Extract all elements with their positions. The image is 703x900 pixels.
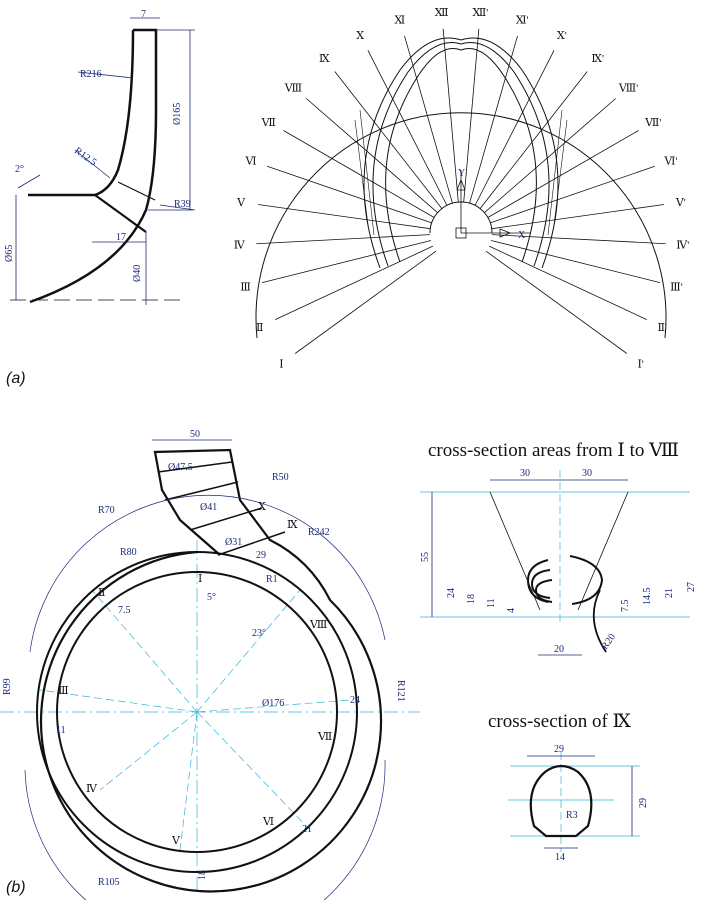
sector-ray — [267, 166, 432, 223]
sector-label-right: Ⅲ' — [670, 281, 683, 294]
sector-ray — [262, 240, 431, 282]
sector-ray — [295, 251, 436, 353]
dim-27-cs: 27 — [686, 582, 697, 592]
sector-label-right: Ⅺ' — [515, 14, 529, 27]
label-i-section: Ⅰ — [198, 573, 203, 585]
dim-11: 11 — [56, 725, 66, 736]
sector-label-right: Ⅱ' — [657, 321, 667, 334]
label-ii-section: Ⅱ — [98, 587, 106, 599]
sector-diagram — [234, 7, 689, 371]
sector-ray — [492, 204, 664, 228]
cross-section-ix — [488, 711, 649, 863]
sector-label-left: Ⅶ — [261, 117, 276, 129]
sector-ray — [480, 71, 587, 208]
label-v-section: Ⅴ — [172, 835, 180, 847]
dim-18: 18 — [197, 870, 208, 880]
panel-label-b: (b) — [6, 879, 26, 896]
sector-label-left: Ⅷ — [284, 82, 303, 95]
sector-ray — [258, 204, 430, 228]
cross-section-i-viii — [420, 440, 697, 655]
dim-24: 24 — [350, 695, 360, 706]
sector-label-left: Ⅹ — [356, 30, 365, 43]
dim-r50: R50 — [272, 472, 289, 483]
dim-17: 17 — [116, 232, 126, 243]
dim-d31: Ø31 — [225, 537, 243, 548]
dim-angle-2: 2° — [15, 164, 24, 175]
sector-label-left: Ⅴ — [237, 197, 246, 210]
volute-plan — [0, 429, 420, 900]
dim-r70: R70 — [98, 505, 115, 516]
sector-label-right: Ⅵ' — [664, 155, 678, 168]
dim-angle-5: 5° — [207, 592, 216, 603]
label-x-section: Ⅹ — [258, 501, 266, 513]
label-ix-section: Ⅸ — [287, 519, 298, 531]
sector-label-left: Ⅳ — [233, 239, 245, 252]
sector-ray — [275, 246, 433, 320]
dim-r105: R105 — [98, 877, 120, 888]
dim-r20-cs: R20 — [599, 631, 619, 652]
sector-label-right: Ⅻ' — [472, 6, 489, 19]
sector-label-right: Ⅷ' — [618, 82, 639, 95]
dim-r39: R39 — [174, 199, 191, 210]
sector-ray — [404, 36, 452, 203]
axis-y-label: Y — [458, 168, 466, 179]
sector-ray — [256, 235, 430, 244]
dim-29-height: 29 — [638, 798, 649, 808]
sector-label-left: Ⅲ — [240, 281, 251, 294]
sector-ray — [470, 36, 518, 203]
dim-18-cs: 18 — [466, 594, 477, 604]
dim-11-cs: 11 — [486, 598, 497, 608]
dim-50: 50 — [190, 429, 200, 440]
dim-r3: R3 — [566, 810, 578, 821]
sector-ray — [283, 131, 434, 218]
sector-ray — [491, 240, 660, 282]
sector-label-left: Ⅰ — [279, 358, 284, 371]
sector-label-left: Ⅵ — [245, 155, 257, 168]
dim-21: 21 — [302, 824, 312, 835]
cross-section-title-i-viii: cross-section areas from Ⅰ to Ⅷ — [428, 440, 680, 461]
sector-ray — [488, 131, 639, 218]
dim-angle-23: 23° — [252, 628, 266, 639]
dim-d176: Ø176 — [262, 698, 285, 709]
sector-ray — [335, 71, 442, 208]
dim-r1: R1 — [266, 574, 278, 585]
dim-29: 29 — [256, 550, 266, 561]
sector-ray — [486, 251, 627, 353]
dim-7-5-cs: 7.5 — [620, 599, 631, 612]
dim-d65: Ø65 — [4, 244, 15, 262]
dim-20-cs: 20 — [554, 644, 564, 655]
dim-7-5: 7.5 — [118, 605, 131, 616]
sector-ray — [489, 246, 647, 320]
sector-label-right: Ⅰ' — [637, 358, 644, 371]
label-vi-section: Ⅵ — [263, 816, 275, 828]
sector-label-right: Ⅶ' — [645, 117, 662, 129]
sector-ray — [484, 99, 615, 213]
dim-29-width: 29 — [554, 744, 564, 755]
dim-d41: Ø41 — [200, 502, 218, 513]
dim-14-5-cs: 14.5 — [642, 587, 653, 605]
dim-d165: Ø165 — [172, 102, 183, 125]
label-iii-section: Ⅲ — [58, 685, 69, 697]
cross-section-title-ix: cross-section of Ⅸ — [488, 711, 631, 732]
dim-14: 14 — [555, 852, 565, 863]
axis-x-label: X — [518, 230, 526, 241]
sector-label-left: Ⅻ — [434, 6, 449, 19]
sector-label-right: Ⅴ' — [675, 197, 686, 210]
label-iv-section: Ⅳ — [86, 783, 97, 795]
sector-ray — [490, 166, 655, 223]
sector-label-right: Ⅸ' — [591, 53, 604, 66]
sector-ray — [306, 99, 437, 213]
dim-d40: Ø40 — [132, 264, 143, 282]
sector-label-left: Ⅺ — [394, 14, 406, 27]
dim-r242: R242 — [308, 527, 330, 538]
dim-7: 7 — [141, 9, 146, 20]
dim-30-left: 30 — [520, 468, 530, 479]
sector-ray — [464, 29, 479, 202]
dim-r12-5: R12.5 — [72, 145, 99, 169]
dim-30-right: 30 — [582, 468, 592, 479]
dim-d47-5: Ø47.5 — [168, 462, 193, 473]
dim-r216: R216 — [80, 69, 102, 80]
sector-label-right: Ⅹ' — [556, 30, 567, 43]
sector-label-left: Ⅱ — [256, 321, 264, 334]
dim-4-cs: 4 — [506, 608, 517, 613]
dim-24-cs: 24 — [446, 588, 457, 598]
sector-label-right: Ⅳ' — [676, 239, 690, 252]
dim-55: 55 — [420, 552, 431, 562]
panel-label-a: (a) — [6, 370, 26, 387]
impeller-profile — [4, 9, 195, 305]
dim-r80: R80 — [120, 547, 137, 558]
label-viii-section: Ⅷ — [310, 619, 328, 631]
sector-ray — [443, 29, 458, 202]
dim-21-cs: 21 — [664, 588, 675, 598]
dim-r99: R99 — [2, 678, 13, 695]
label-vii-section: Ⅶ — [318, 731, 333, 743]
sector-label-left: Ⅸ — [319, 53, 330, 66]
dim-r121: R121 — [395, 680, 406, 702]
